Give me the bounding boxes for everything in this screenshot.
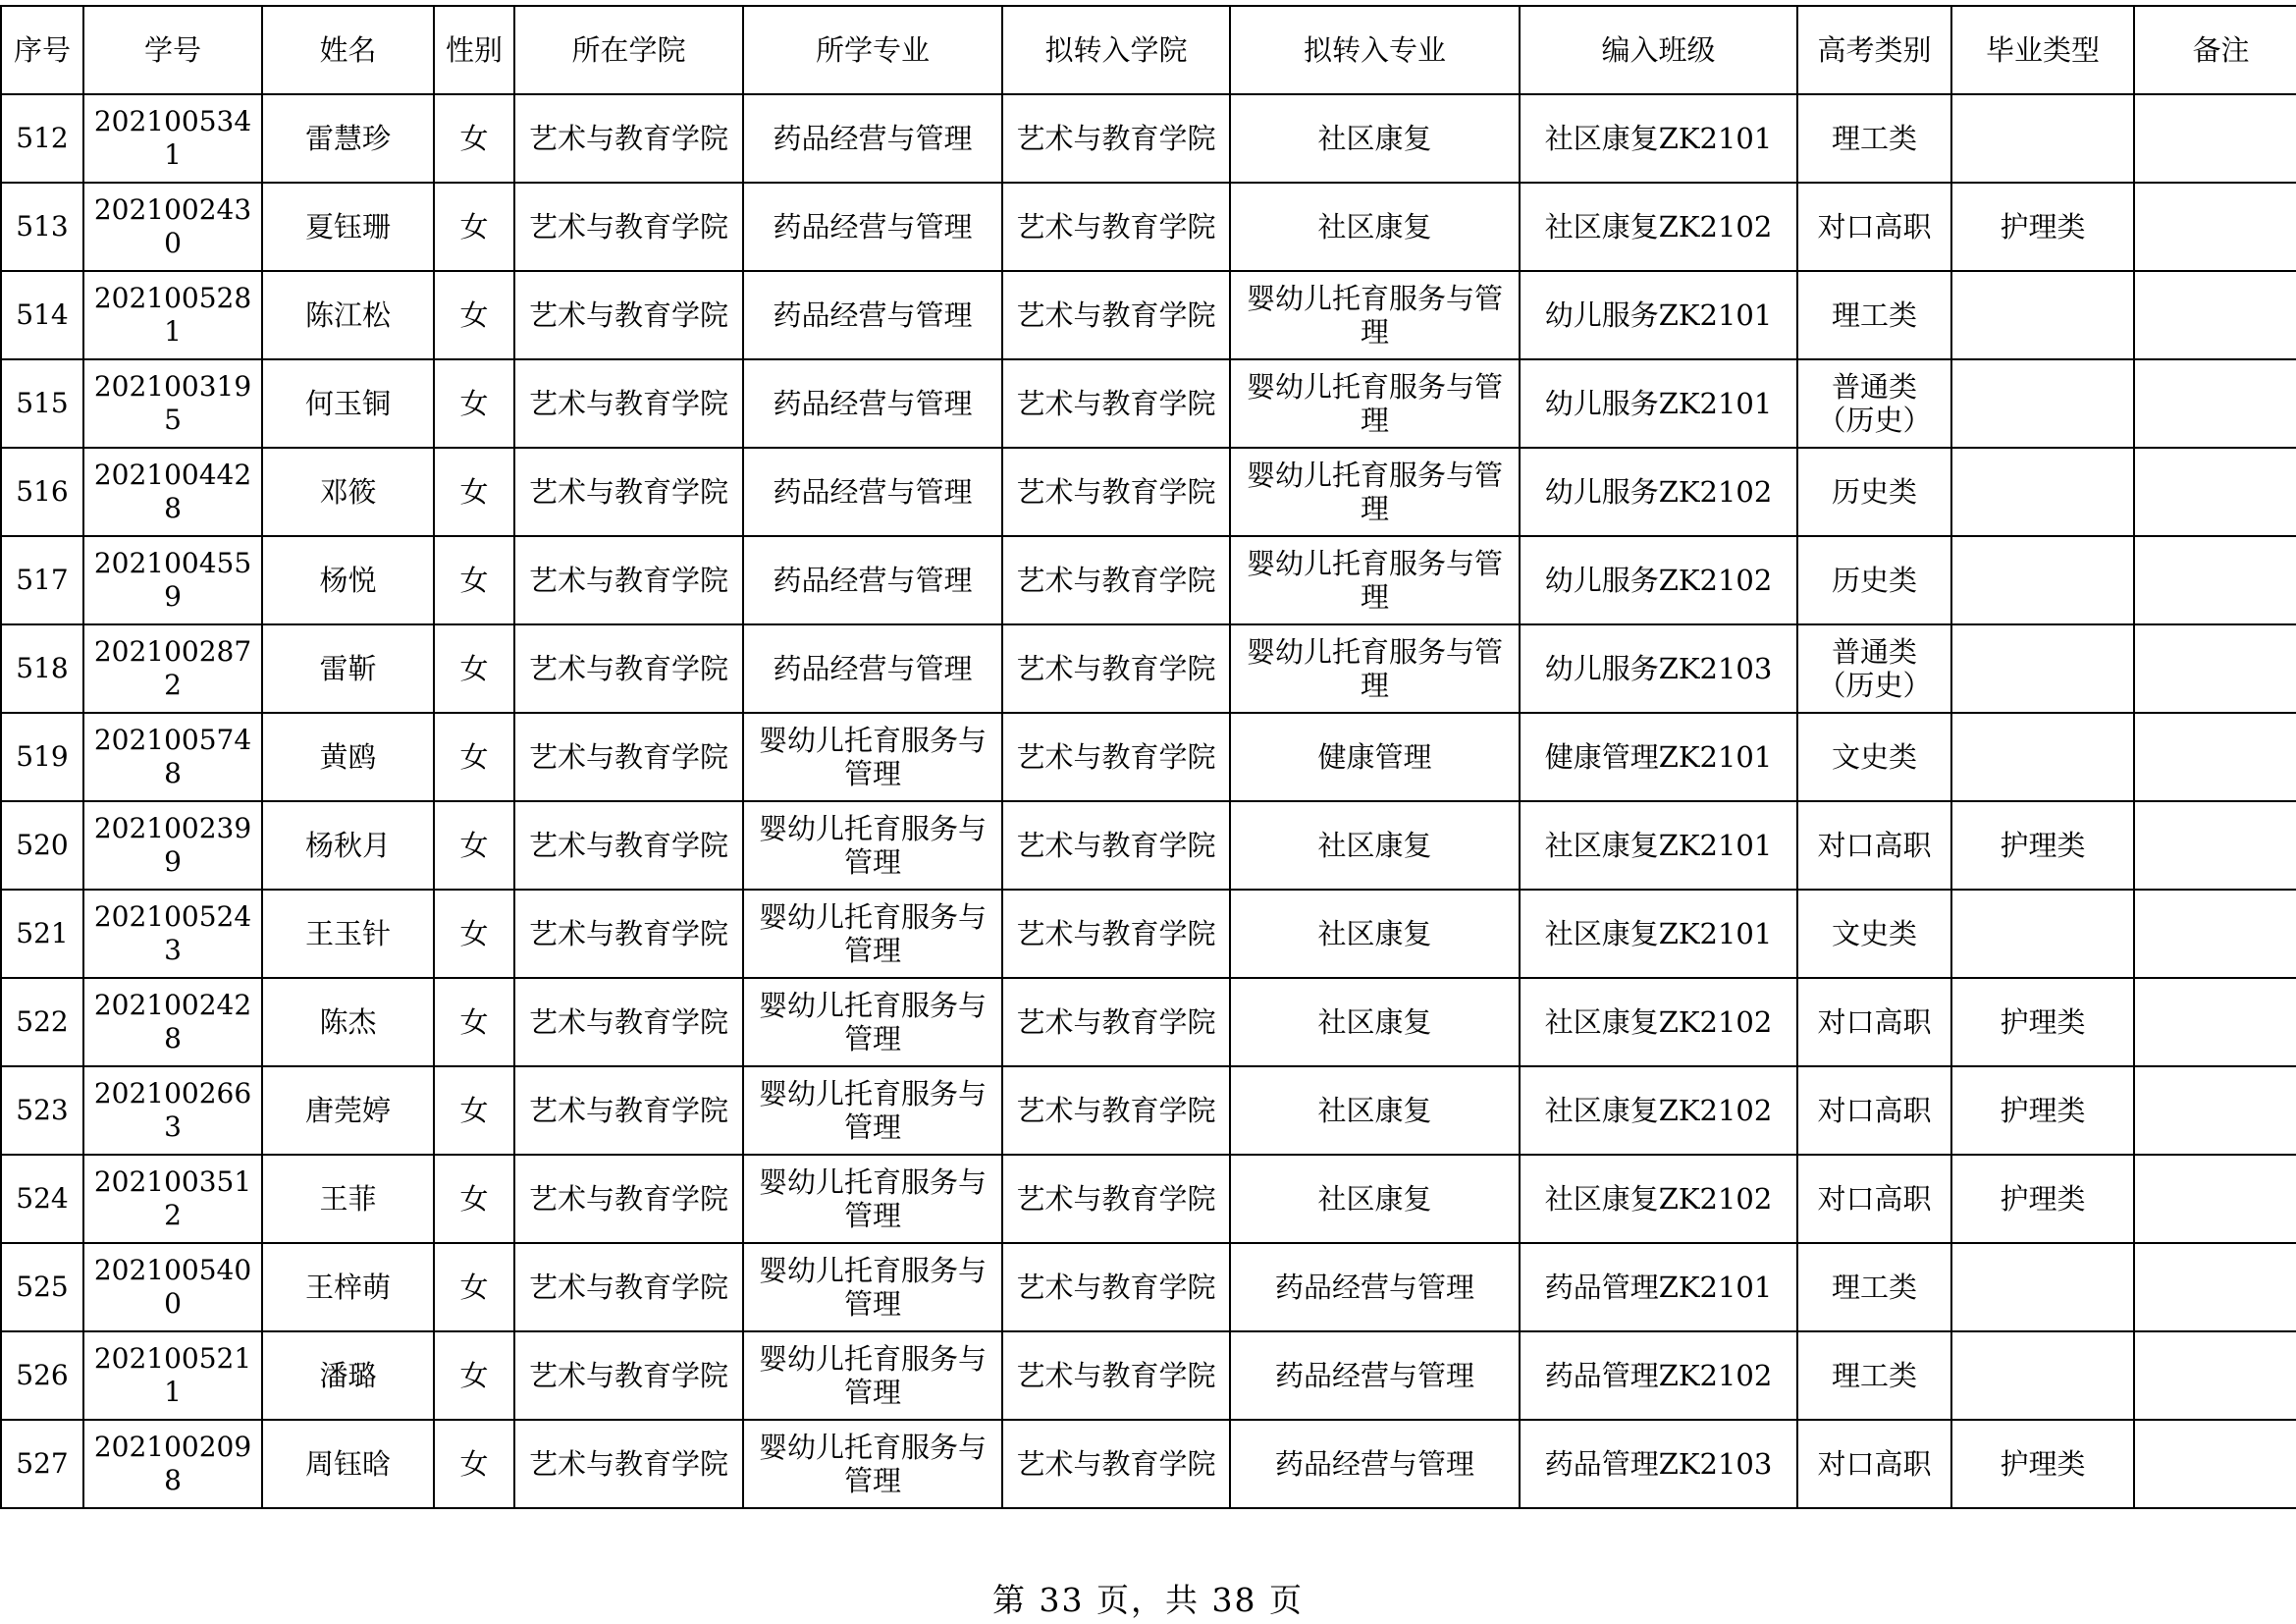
- cell-current-major: 药品经营与管理: [743, 359, 1002, 448]
- column-header-graduation-type: 毕业类型: [1951, 6, 2134, 94]
- cell-target-college: 艺术与教育学院: [1002, 978, 1230, 1066]
- cell-gender: 女: [434, 890, 514, 978]
- cell-assigned-class: 社区康复ZK2102: [1520, 1066, 1797, 1155]
- cell-remarks: [2134, 1331, 2296, 1420]
- cell-target-college: 艺术与教育学院: [1002, 359, 1230, 448]
- cell-target-college: 艺术与教育学院: [1002, 624, 1230, 713]
- cell-current-college: 艺术与教育学院: [514, 1331, 743, 1420]
- cell-index: 525: [1, 1243, 83, 1331]
- cell-current-major: 药品经营与管理: [743, 271, 1002, 359]
- transfer-roster-table: [0, 5, 2296, 1509]
- cell-target-college: 艺术与教育学院: [1002, 183, 1230, 271]
- cell-graduation-type: [1951, 448, 2134, 536]
- cell-assigned-class: 幼儿服务ZK2102: [1520, 536, 1797, 624]
- table-row: [1, 890, 2296, 978]
- cell-gender: 女: [434, 448, 514, 536]
- cell-name: 杨秋月: [262, 801, 434, 890]
- cell-student-id: 2021002663: [83, 1066, 262, 1155]
- cell-student-id: 2021002872: [83, 624, 262, 713]
- cell-assigned-class: 药品管理ZK2102: [1520, 1331, 1797, 1420]
- cell-gender: 女: [434, 1331, 514, 1420]
- cell-target-major: 社区康复: [1230, 801, 1520, 890]
- cell-exam-category: 对口高职: [1797, 1066, 1951, 1155]
- cell-remarks: [2134, 94, 2296, 183]
- cell-current-college: 艺术与教育学院: [514, 801, 743, 890]
- cell-current-major: 婴幼儿托育服务与管理: [743, 1243, 1002, 1331]
- cell-student-id: 2021002399: [83, 801, 262, 890]
- table-row: [1, 536, 2296, 624]
- cell-name: 周钰晗: [262, 1420, 434, 1508]
- cell-student-id: 2021004559: [83, 536, 262, 624]
- column-header-index: 序号: [1, 6, 83, 94]
- table-row: [1, 1331, 2296, 1420]
- cell-graduation-type: [1951, 890, 2134, 978]
- cell-name: 王梓萌: [262, 1243, 434, 1331]
- cell-target-major: 婴幼儿托育服务与管理: [1230, 359, 1520, 448]
- cell-gender: 女: [434, 271, 514, 359]
- cell-target-major: 婴幼儿托育服务与管理: [1230, 536, 1520, 624]
- table-row: [1, 978, 2296, 1066]
- cell-gender: 女: [434, 624, 514, 713]
- cell-index: 520: [1, 801, 83, 890]
- column-header-student-id: 学号: [83, 6, 262, 94]
- cell-index: 519: [1, 713, 83, 801]
- cell-target-college: 艺术与教育学院: [1002, 1420, 1230, 1508]
- cell-student-id: 2021005281: [83, 271, 262, 359]
- cell-index: 518: [1, 624, 83, 713]
- cell-target-major: 社区康复: [1230, 183, 1520, 271]
- cell-exam-category: 对口高职: [1797, 183, 1951, 271]
- cell-graduation-type: 护理类: [1951, 1066, 2134, 1155]
- cell-student-id: 2021003195: [83, 359, 262, 448]
- cell-current-college: 艺术与教育学院: [514, 94, 743, 183]
- cell-name: 陈江松: [262, 271, 434, 359]
- cell-student-id: 2021005211: [83, 1331, 262, 1420]
- cell-name: 雷慧珍: [262, 94, 434, 183]
- column-header-target-college: 拟转入学院: [1002, 6, 1230, 94]
- cell-current-college: 艺术与教育学院: [514, 359, 743, 448]
- cell-current-major: 婴幼儿托育服务与管理: [743, 890, 1002, 978]
- cell-remarks: [2134, 1155, 2296, 1243]
- cell-target-major: 婴幼儿托育服务与管理: [1230, 448, 1520, 536]
- cell-current-college: 艺术与教育学院: [514, 1066, 743, 1155]
- cell-current-major: 婴幼儿托育服务与管理: [743, 801, 1002, 890]
- cell-current-major: 婴幼儿托育服务与管理: [743, 1066, 1002, 1155]
- cell-target-major: 婴幼儿托育服务与管理: [1230, 271, 1520, 359]
- cell-exam-category: 文史类: [1797, 890, 1951, 978]
- cell-graduation-type: [1951, 1243, 2134, 1331]
- cell-exam-category: 普通类（历史）: [1797, 359, 1951, 448]
- cell-remarks: [2134, 448, 2296, 536]
- page-number-footer: 第 33 页，共 38 页: [992, 1581, 1304, 1619]
- cell-current-college: 艺术与教育学院: [514, 1243, 743, 1331]
- cell-graduation-type: [1951, 713, 2134, 801]
- cell-target-college: 艺术与教育学院: [1002, 271, 1230, 359]
- cell-current-college: 艺术与教育学院: [514, 183, 743, 271]
- cell-student-id: 2021003512: [83, 1155, 262, 1243]
- cell-target-college: 艺术与教育学院: [1002, 1243, 1230, 1331]
- cell-graduation-type: 护理类: [1951, 978, 2134, 1066]
- table-row: [1, 271, 2296, 359]
- cell-exam-category: 理工类: [1797, 1331, 1951, 1420]
- cell-assigned-class: 社区康复ZK2102: [1520, 1155, 1797, 1243]
- cell-current-college: 艺术与教育学院: [514, 1420, 743, 1508]
- cell-exam-category: 对口高职: [1797, 801, 1951, 890]
- cell-index: 526: [1, 1331, 83, 1420]
- cell-name: 黄鸥: [262, 713, 434, 801]
- cell-target-college: 艺术与教育学院: [1002, 713, 1230, 801]
- cell-graduation-type: 护理类: [1951, 1155, 2134, 1243]
- column-header-current-college: 所在学院: [514, 6, 743, 94]
- column-header-current-major: 所学专业: [743, 6, 1002, 94]
- column-header-remarks: 备注: [2134, 6, 2296, 94]
- cell-gender: 女: [434, 713, 514, 801]
- cell-exam-category: 历史类: [1797, 448, 1951, 536]
- column-header-name: 姓名: [262, 6, 434, 94]
- cell-assigned-class: 幼儿服务ZK2101: [1520, 271, 1797, 359]
- cell-index: 514: [1, 271, 83, 359]
- cell-remarks: [2134, 1420, 2296, 1508]
- cell-graduation-type: [1951, 94, 2134, 183]
- cell-name: 杨悦: [262, 536, 434, 624]
- cell-name: 唐莞婷: [262, 1066, 434, 1155]
- cell-student-id: 2021002430: [83, 183, 262, 271]
- cell-exam-category: 文史类: [1797, 713, 1951, 801]
- cell-current-college: 艺术与教育学院: [514, 1155, 743, 1243]
- cell-graduation-type: 护理类: [1951, 183, 2134, 271]
- table-row: [1, 713, 2296, 801]
- cell-gender: 女: [434, 1066, 514, 1155]
- cell-assigned-class: 社区康复ZK2101: [1520, 890, 1797, 978]
- cell-current-college: 艺术与教育学院: [514, 978, 743, 1066]
- cell-student-id: 2021002428: [83, 978, 262, 1066]
- cell-remarks: [2134, 713, 2296, 801]
- cell-target-major: 药品经营与管理: [1230, 1331, 1520, 1420]
- cell-student-id: 2021005400: [83, 1243, 262, 1331]
- cell-gender: 女: [434, 1243, 514, 1331]
- cell-graduation-type: [1951, 536, 2134, 624]
- table-row: [1, 624, 2296, 713]
- cell-student-id: 2021005243: [83, 890, 262, 978]
- cell-exam-category: 理工类: [1797, 1243, 1951, 1331]
- cell-remarks: [2134, 183, 2296, 271]
- cell-index: 515: [1, 359, 83, 448]
- cell-name: 邓筱: [262, 448, 434, 536]
- cell-current-major: 婴幼儿托育服务与管理: [743, 1155, 1002, 1243]
- cell-exam-category: 对口高职: [1797, 1155, 1951, 1243]
- cell-gender: 女: [434, 183, 514, 271]
- cell-graduation-type: [1951, 624, 2134, 713]
- cell-assigned-class: 幼儿服务ZK2101: [1520, 359, 1797, 448]
- cell-current-major: 婴幼儿托育服务与管理: [743, 1420, 1002, 1508]
- table-row: [1, 448, 2296, 536]
- cell-remarks: [2134, 271, 2296, 359]
- cell-current-major: 婴幼儿托育服务与管理: [743, 713, 1002, 801]
- cell-target-major: 药品经营与管理: [1230, 1243, 1520, 1331]
- cell-remarks: [2134, 801, 2296, 890]
- cell-gender: 女: [434, 94, 514, 183]
- cell-assigned-class: 健康管理ZK2101: [1520, 713, 1797, 801]
- table-row: [1, 183, 2296, 271]
- cell-name: 陈杰: [262, 978, 434, 1066]
- cell-assigned-class: 药品管理ZK2101: [1520, 1243, 1797, 1331]
- cell-index: 527: [1, 1420, 83, 1508]
- column-header-target-major: 拟转入专业: [1230, 6, 1520, 94]
- cell-target-major: 社区康复: [1230, 890, 1520, 978]
- cell-target-college: 艺术与教育学院: [1002, 890, 1230, 978]
- cell-index: 513: [1, 183, 83, 271]
- cell-current-college: 艺术与教育学院: [514, 624, 743, 713]
- table-row: [1, 1420, 2296, 1508]
- cell-target-college: 艺术与教育学院: [1002, 536, 1230, 624]
- cell-assigned-class: 社区康复ZK2101: [1520, 801, 1797, 890]
- cell-target-major: 社区康复: [1230, 978, 1520, 1066]
- cell-index: 523: [1, 1066, 83, 1155]
- cell-remarks: [2134, 890, 2296, 978]
- cell-current-college: 艺术与教育学院: [514, 890, 743, 978]
- cell-target-major: 药品经营与管理: [1230, 1420, 1520, 1508]
- cell-target-college: 艺术与教育学院: [1002, 1066, 1230, 1155]
- cell-remarks: [2134, 624, 2296, 713]
- cell-gender: 女: [434, 359, 514, 448]
- cell-remarks: [2134, 536, 2296, 624]
- cell-gender: 女: [434, 1420, 514, 1508]
- cell-current-major: 婴幼儿托育服务与管理: [743, 1331, 1002, 1420]
- cell-target-major: 婴幼儿托育服务与管理: [1230, 624, 1520, 713]
- cell-name: 夏钰珊: [262, 183, 434, 271]
- column-header-assigned-class: 编入班级: [1520, 6, 1797, 94]
- cell-current-college: 艺术与教育学院: [514, 536, 743, 624]
- cell-assigned-class: 社区康复ZK2101: [1520, 94, 1797, 183]
- table-header-row: [1, 6, 2296, 94]
- cell-index: 516: [1, 448, 83, 536]
- cell-index: 512: [1, 94, 83, 183]
- column-header-gender: 性别: [434, 6, 514, 94]
- table-row: [1, 1066, 2296, 1155]
- cell-gender: 女: [434, 536, 514, 624]
- cell-student-id: 2021002098: [83, 1420, 262, 1508]
- cell-current-major: 婴幼儿托育服务与管理: [743, 978, 1002, 1066]
- cell-name: 王玉针: [262, 890, 434, 978]
- cell-gender: 女: [434, 978, 514, 1066]
- table-row: [1, 1155, 2296, 1243]
- cell-target-college: 艺术与教育学院: [1002, 1155, 1230, 1243]
- cell-current-major: 药品经营与管理: [743, 94, 1002, 183]
- table-row: [1, 359, 2296, 448]
- cell-exam-category: 历史类: [1797, 536, 1951, 624]
- cell-target-college: 艺术与教育学院: [1002, 1331, 1230, 1420]
- cell-exam-category: 对口高职: [1797, 1420, 1951, 1508]
- cell-exam-category: 对口高职: [1797, 978, 1951, 1066]
- cell-student-id: 2021005341: [83, 94, 262, 183]
- cell-name: 王菲: [262, 1155, 434, 1243]
- cell-gender: 女: [434, 1155, 514, 1243]
- cell-graduation-type: [1951, 1331, 2134, 1420]
- cell-remarks: [2134, 359, 2296, 448]
- cell-current-major: 药品经营与管理: [743, 624, 1002, 713]
- cell-assigned-class: 幼儿服务ZK2103: [1520, 624, 1797, 713]
- column-header-exam-category: 高考类别: [1797, 6, 1951, 94]
- cell-current-major: 药品经营与管理: [743, 536, 1002, 624]
- cell-exam-category: 普通类（历史）: [1797, 624, 1951, 713]
- cell-assigned-class: 社区康复ZK2102: [1520, 978, 1797, 1066]
- cell-index: 517: [1, 536, 83, 624]
- cell-target-college: 艺术与教育学院: [1002, 801, 1230, 890]
- cell-current-college: 艺术与教育学院: [514, 713, 743, 801]
- cell-exam-category: 理工类: [1797, 271, 1951, 359]
- cell-current-college: 艺术与教育学院: [514, 271, 743, 359]
- cell-name: 何玉铜: [262, 359, 434, 448]
- cell-target-major: 社区康复: [1230, 94, 1520, 183]
- cell-gender: 女: [434, 801, 514, 890]
- cell-name: 潘璐: [262, 1331, 434, 1420]
- cell-name: 雷靳: [262, 624, 434, 713]
- cell-target-college: 艺术与教育学院: [1002, 448, 1230, 536]
- cell-graduation-type: 护理类: [1951, 801, 2134, 890]
- cell-target-major: 社区康复: [1230, 1066, 1520, 1155]
- table-body: [1, 94, 2296, 1508]
- cell-assigned-class: 药品管理ZK2103: [1520, 1420, 1797, 1508]
- cell-target-college: 艺术与教育学院: [1002, 94, 1230, 183]
- cell-assigned-class: 社区康复ZK2102: [1520, 183, 1797, 271]
- cell-current-major: 药品经营与管理: [743, 448, 1002, 536]
- table-row: [1, 94, 2296, 183]
- cell-current-college: 艺术与教育学院: [514, 448, 743, 536]
- cell-student-id: 2021005748: [83, 713, 262, 801]
- cell-index: 524: [1, 1155, 83, 1243]
- cell-graduation-type: [1951, 271, 2134, 359]
- table-row: [1, 801, 2296, 890]
- cell-exam-category: 理工类: [1797, 94, 1951, 183]
- cell-target-major: 社区康复: [1230, 1155, 1520, 1243]
- cell-graduation-type: 护理类: [1951, 1420, 2134, 1508]
- cell-remarks: [2134, 978, 2296, 1066]
- cell-index: 521: [1, 890, 83, 978]
- cell-remarks: [2134, 1243, 2296, 1331]
- cell-target-major: 健康管理: [1230, 713, 1520, 801]
- cell-current-major: 药品经营与管理: [743, 183, 1002, 271]
- cell-student-id: 2021004428: [83, 448, 262, 536]
- cell-graduation-type: [1951, 359, 2134, 448]
- cell-assigned-class: 幼儿服务ZK2102: [1520, 448, 1797, 536]
- cell-index: 522: [1, 978, 83, 1066]
- table-row: [1, 1243, 2296, 1331]
- cell-remarks: [2134, 1066, 2296, 1155]
